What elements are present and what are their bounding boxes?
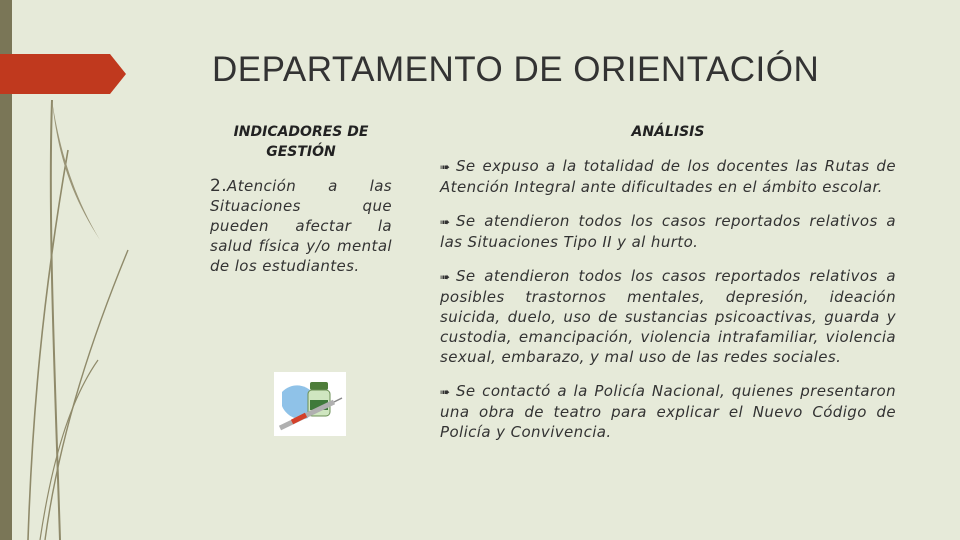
analysis-item-text: Se atendieron todos los casos reportados relativos a posibles trastornos mentales, depresión, ideación suicida, duelo, uso de sustancias psicoactivas, guarda y custodia, emancipación, violencia intrafamiliar, violencia sexual, embarazo, y mal uso de las redes sociales. <box>440 267 896 366</box>
page-title: DEPARTAMENTO DE ORIENTACIÓN <box>212 50 820 89</box>
analysis-heading: ANÁLISIS <box>631 124 705 140</box>
medicine-syringe-image <box>274 372 346 436</box>
analysis-item-text: Se atendieron todos los casos reportados relativos a las Situaciones Tipo II y al hurto. <box>440 212 896 251</box>
indicator-text: Atención a las Situaciones que pueden afectar la salud física y/o mental de los estudiantes. <box>210 177 392 275</box>
analysis-item <box>440 156 896 197</box>
indicator-item <box>210 176 392 276</box>
analysis-item <box>440 266 896 367</box>
indicator-number: 2. <box>210 176 228 196</box>
analysis-item <box>440 381 896 442</box>
title-accent-tab <box>0 54 126 94</box>
analysis-item <box>440 211 896 252</box>
arrow-right-icon: ➠ <box>440 385 451 399</box>
arrow-right-icon: ➠ <box>440 160 451 174</box>
arrow-right-icon: ➠ <box>440 270 451 284</box>
right-column <box>440 122 896 456</box>
analysis-item-text: Se contactó a la Policía Nacional, quienes presentaron una obra de teatro para explicar el Nuevo Código de Policía y Convivencia. <box>440 382 896 441</box>
indicators-heading: INDICADORES DE GESTIÓN <box>233 124 369 160</box>
left-column <box>210 122 392 276</box>
analysis-item-text: Se expuso a la totalidad de los docentes las Rutas de Atención Integral ante dificultades en el ámbito escolar. <box>440 157 896 196</box>
arrow-right-icon: ➠ <box>440 215 451 229</box>
